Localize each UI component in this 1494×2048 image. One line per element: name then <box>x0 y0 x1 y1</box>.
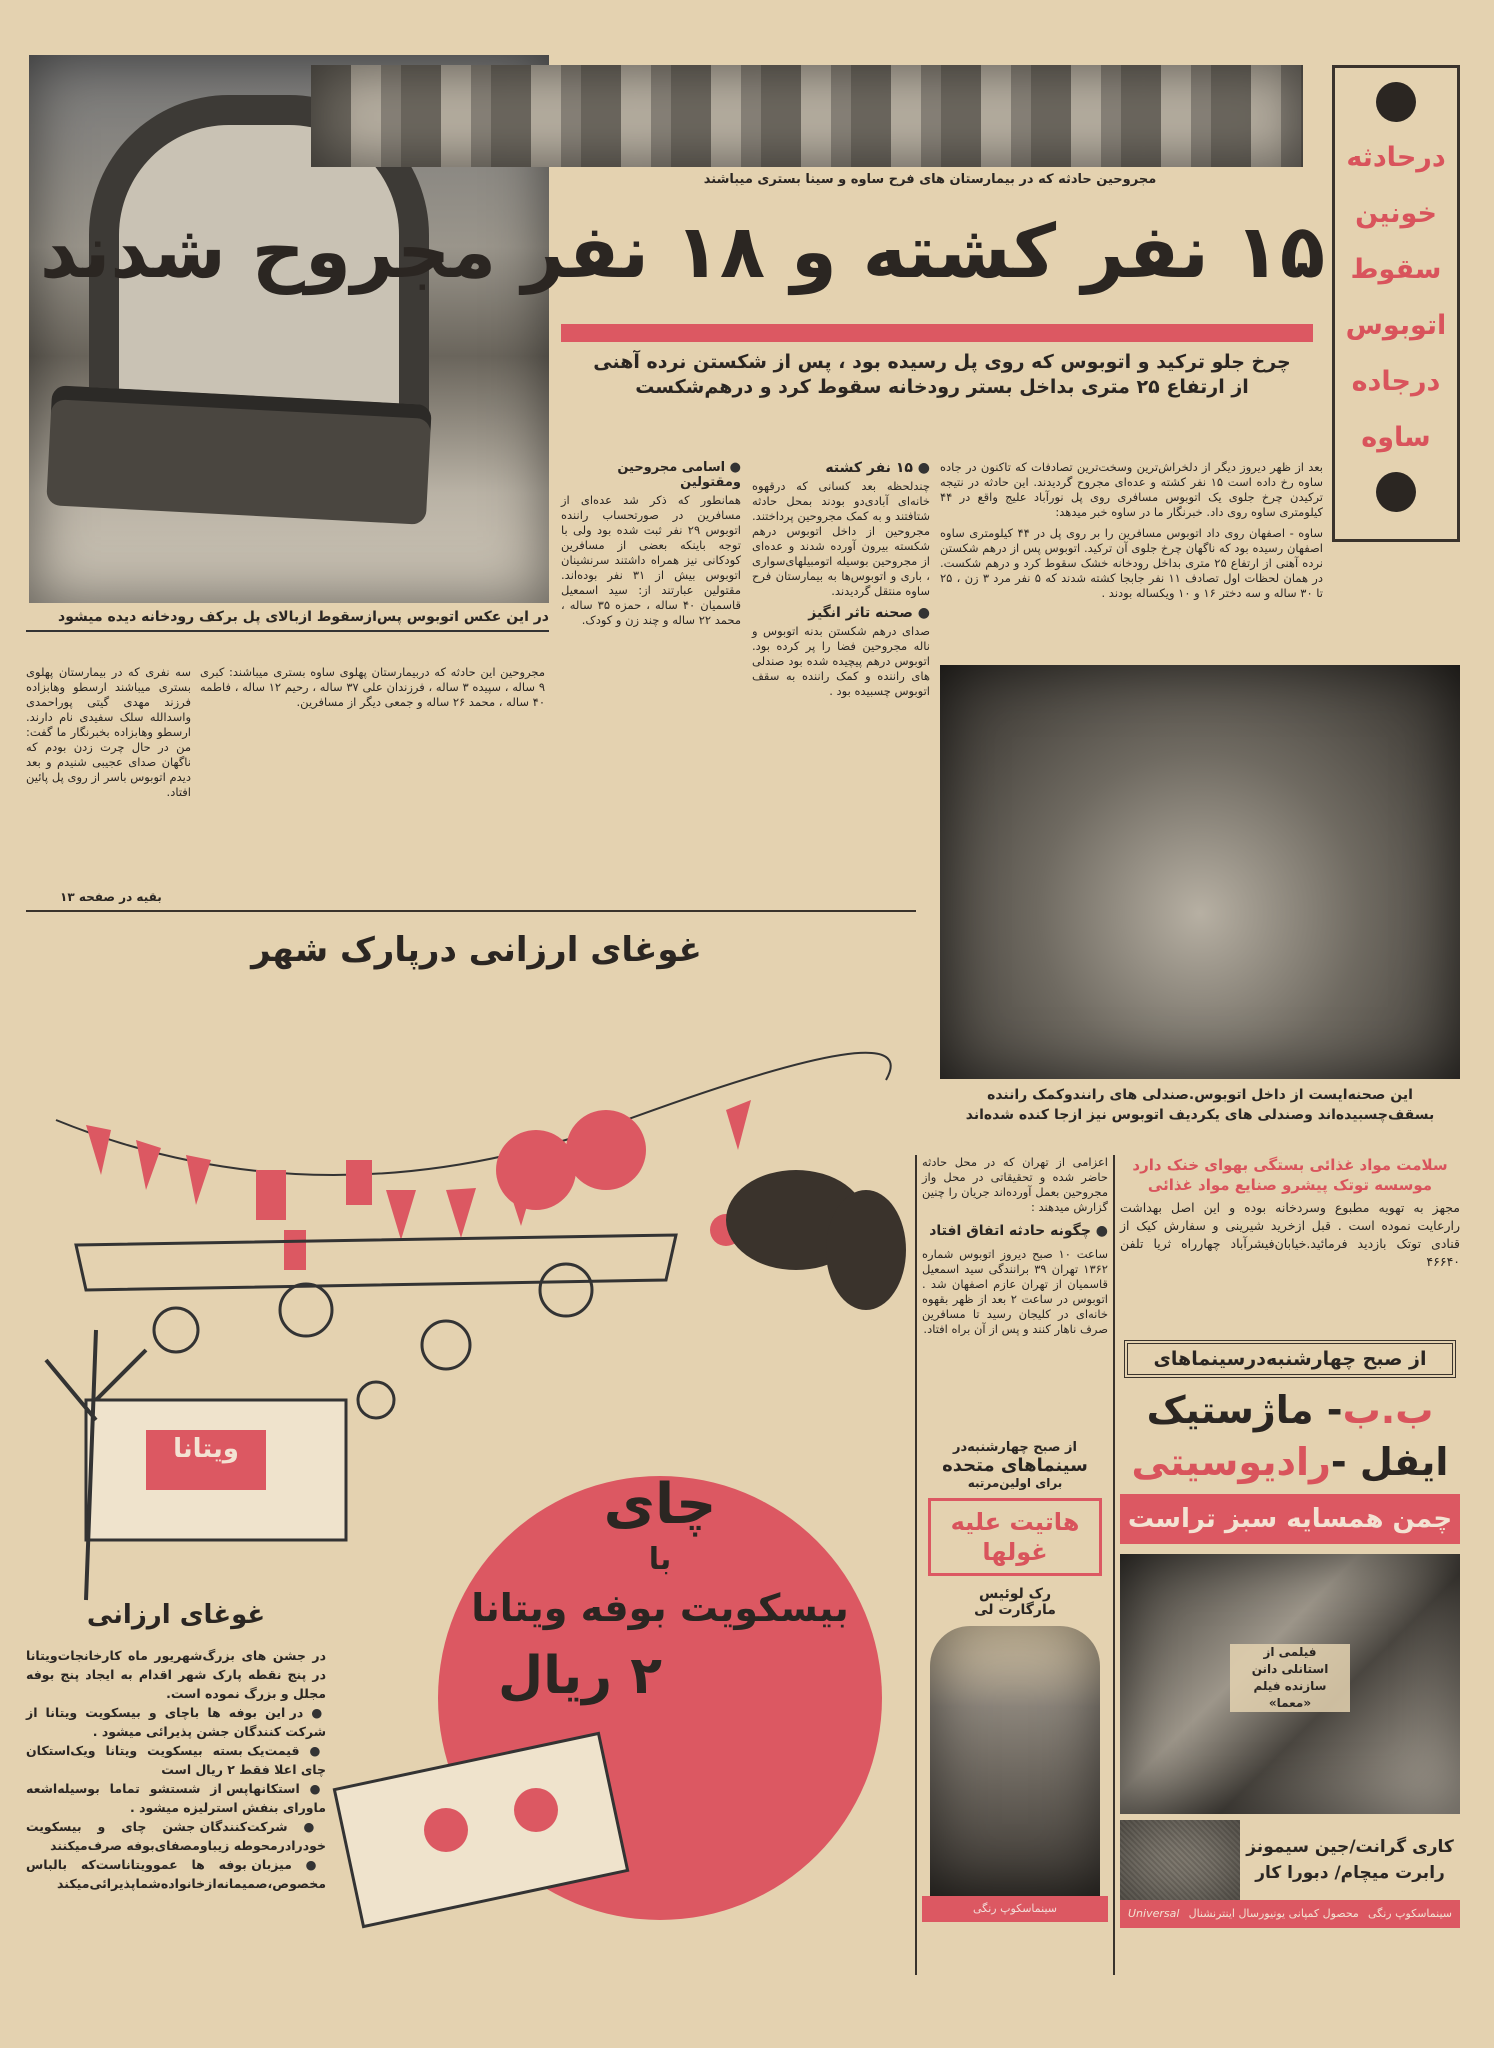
ad-footer-strip: سینماسکوپ رنگی <box>922 1896 1108 1922</box>
cast-line: رک لوئیس <box>978 1586 1052 1602</box>
caption-line: سازنده فیلم <box>1253 1679 1327 1693</box>
pennant <box>186 1155 211 1205</box>
cinema-ad-hatit <box>922 1440 1108 1922</box>
park-feature-box <box>26 1600 326 1893</box>
story-text: همانطور که ذکر شد عده‌ای از مسافرین در صورتحساب راننده اتوبوس ۲۹ نفر ثبت شده بود ولی با توجه باینکه بعضی از مسافرین کودکانی نیز همراه داشتند سرنشینان اتوبوس بیش از ۳۱ نفر بوده‌اند. مقتولین عبارتند از: سید اسمعیل قاسمیان ۴۰ ساله ، حمزه ۳۵ ساله ، محمد ۲۲ ساله و چند زن و کودک. <box>561 493 741 627</box>
cinema-name: - ماژستیک <box>1146 1388 1343 1432</box>
headline-red-bar <box>561 324 1313 342</box>
subhead-names: ● اسامی مجروحین ومقتولین <box>561 460 741 490</box>
faces-caption: مجروحین حادثه که در بیمارستان های فرح ساوه و سینا بستری میباشند <box>703 172 1157 187</box>
cinema-ad-grass <box>1120 1340 1460 1928</box>
pennant <box>726 1100 751 1150</box>
box-bullet: ● شرکت‌کنندگان جشن چای و بیسکویت خودرادرمحوطه زیباومصفای‌بوفه صرف‌میکنند <box>26 1817 326 1855</box>
kicker-line: درحادثه <box>1346 142 1446 173</box>
story-column: مجروحین این حادثه که دربیمارستان پهلوی ساوه بستری میباشند: کبری ۹ ساله ، سپیده ۳ ساله ، فرزندان علی ۳۷ ساله ، رحیم ۱۲ ساله ، فاطمه ۴۰ ساله ، محمد ۲۶ ساله و جمعی دیگر از مسافرین. <box>200 665 545 709</box>
kicker-line: خونین <box>1355 198 1437 229</box>
cast-line: رابرت میچام/ دبورا کار <box>1255 1863 1445 1883</box>
studio-label: محصول کمپانی یونیورسال اینترنشنال <box>1188 1907 1359 1920</box>
pennant <box>446 1188 476 1238</box>
lantern <box>256 1170 286 1220</box>
box-bullet: ● میزبان بوفه ها عموویتاناست‌که بالباس مخصوص،صمیمانه‌ازخانواده‌شماپذیرائی‌میکند <box>26 1855 326 1893</box>
cinema-name: ب.ب <box>1342 1388 1434 1432</box>
balloon <box>566 1110 646 1190</box>
tree-silhouettes <box>726 1170 906 1310</box>
subheadline <box>561 350 1323 400</box>
kicker-line: ساوه <box>1361 422 1431 453</box>
bus-photo-caption: در این عکس اتوبوس پس‌ازسقوط ازبالای پل برکف رودخانه دیده میشود <box>26 608 549 632</box>
park-feature-headline: غوغای ارزانی درپارک شهر <box>251 930 702 970</box>
continued-note: بقیه در صفحه ۱۳ <box>60 890 162 904</box>
tootak-ad <box>1120 1155 1460 1271</box>
dot-icon <box>1376 472 1416 512</box>
story-column: بعد از ظهر دیروز دیگر از دلخراش‌ترین وسخت‌ترین تصادفات که تاکنون در جاده ساوه رخ داده است ۱۵ نفر کشته و عده‌ای مجروح گردیدند. این حادثه در نتیجه ترکیدن چرخ جلوی یک اتوبوس مسافری روی پل نورآباد علیج واقع در ۴۴ کیلومتری ساوه روی داد. خبرنگار ما در ساوه خبر میدهد: <box>940 460 1324 519</box>
box-bullet: ● در این بوفه ها باچای و بیسکویت ویتانا از شرکت کنندگان جشن پذیرائی میشود . <box>26 1703 326 1741</box>
story-columns-right <box>940 460 1323 601</box>
balloon <box>496 1130 576 1210</box>
bunting-string <box>56 1053 891 1175</box>
story-text: اعزامی از تهران که در محل حادثه حاضر شده و تحقیقاتی در محل واز مجروحین بعمل آورده‌اند جریان را چنین گزارش میدهند : <box>922 1155 1108 1214</box>
story-text: چندلحظه بعد کسانی که درقهوه خانه‌ای آبادی‌دو بودند بمحل حادثه شتافتند و به کمک مجروحین پرداختند. مجروحین از داخل اتوبوس درهم شکسته بیرون آورده شدند و عده‌ای از مجروحین بوسیله اتومبیلهای‌سواری ، باری و اتوبوس‌ها به بیمارستان فرح ساوه منتقل گردیدند. <box>752 479 930 598</box>
interior-photo-caption: این صحنه‌ایست از داخل اتوبوس.صندلی های رانندوکمک راننده بسقف‌چسبیده‌اند وصندلی های یکردیف اتوبوس نیز ازجا کنده شده‌اند <box>965 1087 1435 1123</box>
subheadline-line: چرخ جلو ترکید و اتوبوس که روی پل رسیده بود ، پس از شکستن نرده آهنی <box>593 351 1291 373</box>
lantern <box>284 1230 306 1270</box>
sidebar-kicker-box <box>1332 65 1460 542</box>
box-bullet: ● قیمت‌یک بسته بیسکویت ویتانا ویک‌استکان چای اعلا فقط ۲ ریال است <box>26 1741 326 1779</box>
circle-line: با <box>648 1542 672 1577</box>
main-headline: ۱۵ نفر کشته و ۱۸ نفر مجروح شدند <box>39 209 1325 295</box>
film-stills-photo <box>1120 1554 1460 1814</box>
column-divider <box>1113 1155 1115 1975</box>
ad-line: سینماهای متحده <box>942 1455 1088 1476</box>
dot-icon <box>1376 82 1416 122</box>
box-intro: در جشن های بزرگ‌شهریور ماه کارخانجات‌ویتانا در پنج نقطه پارک شهر اقدام به ایجاد پنج بوفه مجلل و بزرگ نموده است. <box>26 1648 326 1701</box>
circle-price: ۲ ریال <box>498 1646 662 1706</box>
circle-line: بیسکویت بوفه ویتانا <box>471 1586 849 1630</box>
circle-line: چای <box>603 1472 717 1537</box>
strongman-photo <box>930 1626 1100 1896</box>
cast-line: کاری گرانت/جین سیمونز <box>1246 1837 1454 1857</box>
story-column <box>922 1155 1108 1337</box>
injured-faces-photo-strip <box>311 65 1303 167</box>
kicker-line: سقوط <box>1350 254 1442 285</box>
pennant <box>86 1125 111 1175</box>
kicker-line: درجاده <box>1351 366 1441 397</box>
story-column <box>752 460 930 699</box>
bus-shape <box>46 385 432 525</box>
story-column <box>561 460 741 628</box>
story-text: صدای درهم شکستن بدنه اتوبوس و ناله مجروحین فضا را پر کرده بود. اتوبوس درهم پیچیده شده بود صندلی های راننده و کمک راننده به سقف اتوبوس چسبیده بود . <box>752 624 930 698</box>
subhead-how: ● چگونه حادثه اتفاق افتاد <box>922 1223 1108 1239</box>
caption-line: «معما» <box>1268 1696 1312 1710</box>
box-title: غوغای ارزانی <box>86 1600 266 1630</box>
stall-brand: ویتانا <box>173 1434 239 1464</box>
caption-line: فیلمی از <box>1263 1645 1317 1659</box>
price-circle-text <box>440 1470 880 1716</box>
film-title-banner: چمن همسایه سبز تراست <box>1120 1494 1460 1544</box>
caption-line: استانلی دانن <box>1251 1662 1329 1676</box>
ad-footer-strip <box>1120 1900 1460 1928</box>
cast-line: مارگارت لی <box>974 1602 1056 1618</box>
kicker-line: اتوبوس <box>1345 310 1447 341</box>
format-label: سینماسکوپ رنگی <box>1367 1907 1452 1920</box>
story-column: سه نفری که در بیمارستان پهلوی بستری میباشند ارسطو وهابزاده فرزند مهدی گیتی پوراحمدی واسدالله سلک سفیدی نام دارند. ارسطو وهابزاده بخبرنگار ما گفت: من در حال چرت زدن بودم که ناگهان صدای عجیبی شنیدم و بعد دیدم اتوبوس باسر از روی پل پائین افتاد. <box>26 665 191 799</box>
subhead-killed: ● ۱۵ نفر کشته <box>752 460 930 476</box>
universal-logo: Universal <box>1128 1907 1180 1920</box>
story-column: ساوه - اصفهان روی داد اتوبوس مسافرین را بر روی پل در ۴۴ کیلومتری ساوه اصفهان رسیده بود که ناگهان چرخ جلوی آن ترکید. اتوبوس پس از درهم شکستن نرده آهنی از ارتفاع ۲۵ متری بداخل رودخانه خشک سقوط کرد و درهم شکست. در همان لحظات اول تصادف ۱۱ نفر جابجا کشته شدند که ۵ نفر مرد ۳ زن ، ۲۵ تا ۳۰ ساله و سه دختر ۱۶ و ۱۰ ویکساله بودند . <box>940 526 1324 600</box>
subhead-scene: ● صحنه تاثر انگیز <box>752 605 930 621</box>
film-title-box: هاتیت علیه غولها <box>928 1498 1102 1576</box>
tootak-body: مجهز به تهویه مطبوع وسردخانه بوده و این اصل بهداشت رارعایت نموده است . قبل ازخرید شیرینی و سفارش کیک از قنادی توتک بازدید فرمائید.خیابان‌فیشرآباد چهارراه ثریا تلفن ۴۶۶۴۰ <box>1120 1200 1460 1269</box>
divider <box>26 910 916 912</box>
stall-roof <box>76 1235 676 1290</box>
bus-interior-photo <box>940 665 1460 1079</box>
lantern <box>346 1160 372 1205</box>
box-bullet: ● استکانهاپس از شستشو تماما بوسیله‌اشعه ماورای بنفش استرلیزه میشود . <box>26 1779 326 1817</box>
cinema-banner: از صبح چهارشنبه‌درسینماهای <box>1124 1340 1456 1378</box>
ad-line: برای اولین‌مرتبه <box>967 1476 1063 1490</box>
tootak-headline: موسسه توتک پیشرو صنایع مواد غذائی <box>1147 1176 1433 1194</box>
pennant <box>386 1190 416 1240</box>
photo-caption <box>1230 1644 1350 1712</box>
pennant <box>136 1140 161 1190</box>
subheadline-line: از ارتفاع ۲۵ متری بداخل بستر رودخانه سقوط کرد و درهم‌شکست <box>635 376 1249 398</box>
cinema-name: ایفل - <box>1330 1440 1449 1484</box>
story-text: ساعت ۱۰ صبح دیروز اتوبوس شماره ۱۳۶۲ تهران ۳۹ برانندگی سید اسمعیل قاسمیان از تهران عازم اصفهان شد . اتوبوس در ساعت ۲ بعد از ظهر بقهوه خانه‌ای در کلیجان رسید تا مسافرین صرف ناهار کنند و پس از آن براه افتاد. <box>922 1247 1109 1336</box>
tootak-headline: سلامت مواد غذائی بستگی بهوای خنک دارد <box>1132 1156 1448 1174</box>
cinema-name: رادیوسیتی <box>1131 1440 1331 1484</box>
cinema-names <box>1120 1384 1460 1488</box>
cast-photo <box>1120 1820 1240 1900</box>
ad-line: از صبح چهارشنبه‌در <box>953 1440 1077 1455</box>
